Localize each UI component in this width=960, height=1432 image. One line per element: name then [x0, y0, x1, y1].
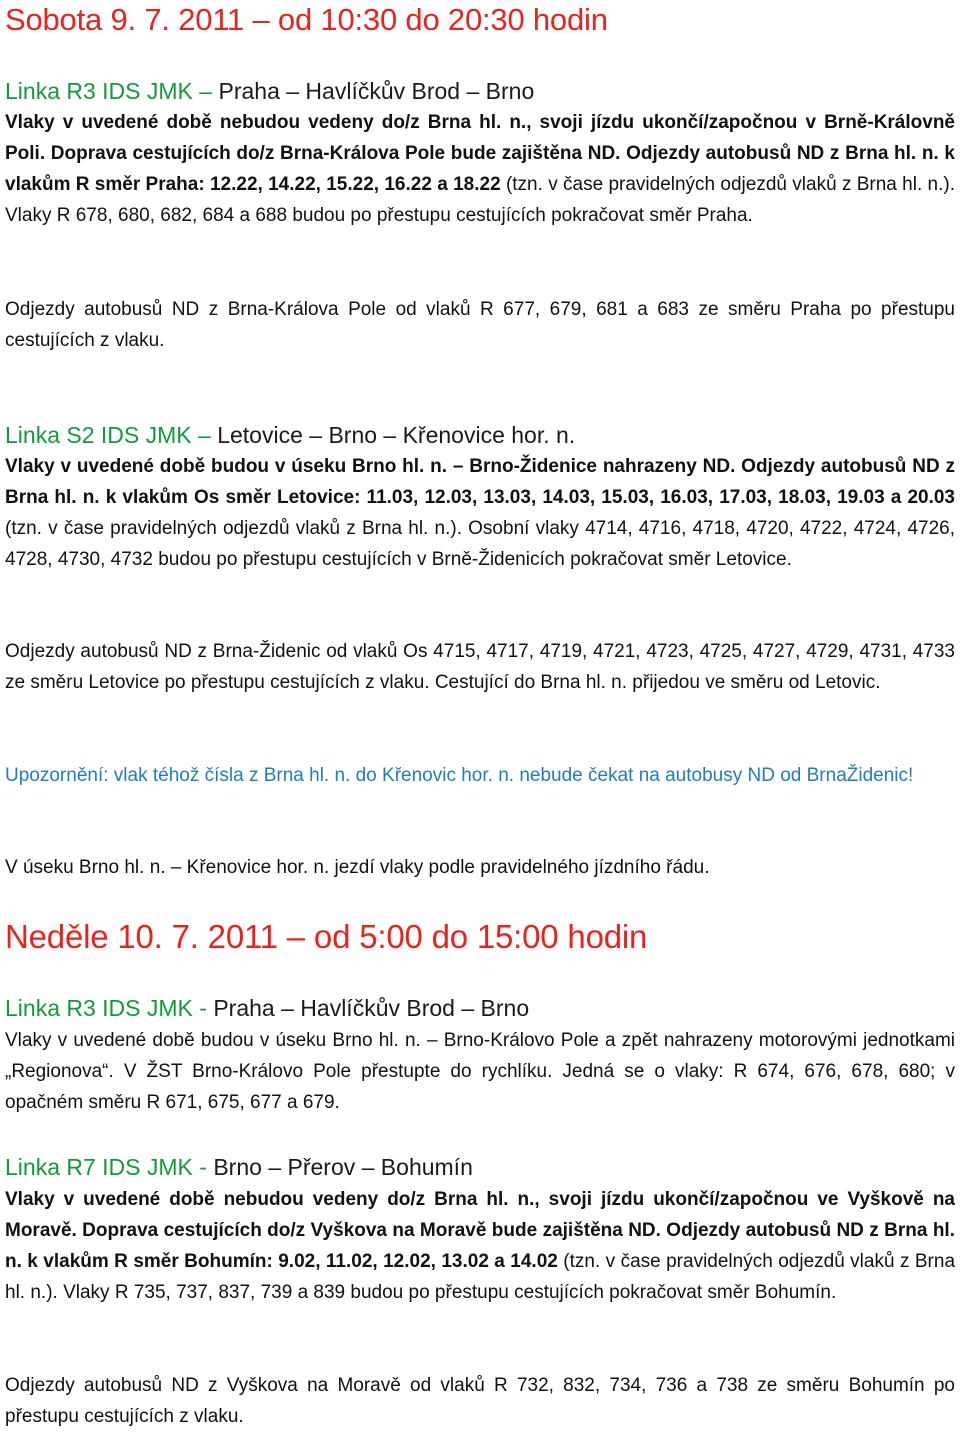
- route-label: Praha – Havlíčkův Brod – Brno: [206, 995, 530, 1021]
- normal-text: (tzn. v čase pravidelných odjezdů vlaků z Brna hl. n.). Vlaky R 678, 680, 682, 684 a 688 budou po přestupu cestujících pokračovat směr Praha.: [5, 174, 956, 226]
- sunday-heading: Neděle 10. 7. 2011 – od 5:00 do 15:00 hodin: [5, 918, 648, 955]
- route-label: Brno – Přerov – Bohumín: [206, 1154, 473, 1180]
- route-label: Letovice – Brno – Křenovice hor. n.: [210, 422, 576, 448]
- sat-s2-paragraph-2: Odjezdy autobusů ND z Brna-Židenic od vlaků Os 4715, 4717, 4719, 4721, 4723, 4725, 4727, 4729, 4731, 4733 ze směru Letovice po přestupu cestujících z vlaku. Cestující do Brna hl. n. přijedou ve směru od Letovic.: [5, 641, 955, 693]
- sat-s2-paragraph-3: V úseku Brno hl. n. – Křenovice hor. n. jezdí vlaky podle pravidelného jízdního řádu.: [5, 857, 710, 878]
- sat-r3-paragraph-1: [5, 107, 955, 231]
- sun-r3-paragraph-1: Vlaky v uvedené době budou v úseku Brno hl. n. – Brno-Královo Pole a zpět nahrazeny motorovými jednotkami „Regionova“. V ŽST Brno-Královo Pole přestupte do rychlíku. Jedná se o vlaky: R 674, 676, 678, 680; v opačném směru R 671, 675, 677 a 679.: [5, 1030, 955, 1113]
- bold-text: Vlaky v uvedené době nebudou vedeny do/z Brna hl. n., svoji jízdu ukončí/započnou ve Vyškově na Moravě. Doprava cestujících do/z Vyškova na Moravě bude zajištěna ND. Odjezdy autobusů ND z Brna hl. n. k vlakům R směr Bohumín: 9.02, 11.02, 12.02, 13.02 a 14.02: [5, 1189, 955, 1272]
- route-label: Praha – Havlíčkův Brod – Brno: [212, 78, 535, 104]
- line-label: Linka R3 IDS JMK -: [5, 995, 207, 1021]
- line-label: Linka R3 IDS JMK –: [5, 78, 213, 104]
- sun-r3-title: [5, 993, 529, 1023]
- normal-text: (tzn. v čase pravidelných odjezdů vlaků z Brna hl. n.). Vlaky R 735, 737, 837, 739 a 839 budou po přestupu cestujících pokračovat směr Bohumín.: [5, 1251, 956, 1303]
- sun-r7-title: [5, 1152, 473, 1182]
- sat-r3-title: [5, 76, 534, 106]
- bold-text: Vlaky v uvedené době nebudou vedeny do/z Brna hl. n., svoji jízdu ukončí/započnou v Brně-Královně Poli. Doprava cestujících do/z Brna-Králova Pole bude zajištěna ND. Odjezdy autobusů ND z Brna hl. n. k vlakům R směr Praha: 12.22, 14.22, 15.22, 16.22 a 18.22: [5, 112, 955, 195]
- line-label: Linka S2 IDS JMK –: [5, 422, 211, 448]
- saturday-heading: Sobota 9. 7. 2011 – od 10:30 do 20:30 hodin: [5, 2, 608, 37]
- sun-r7-paragraph-1: [5, 1184, 955, 1308]
- line-label: Linka R7 IDS JMK -: [5, 1154, 207, 1180]
- bold-text: Vlaky v uvedené době budou v úseku Brno hl. n. – Brno-Židenice nahrazeny ND. Odjezdy autobusů ND z Brna hl. n. k vlakům Os směr Letovice: 11.03, 12.03, 13.03, 14.03, 15.03, 16.03, 17.03, 18.03, 19.03 a 20.03: [5, 456, 955, 508]
- sat-s2-paragraph-1: [5, 451, 955, 575]
- normal-text: (tzn. v čase pravidelných odjezdů vlaků z Brna hl. n.). Osobní vlaky 4714, 4716, 4718, 4720, 4722, 4724, 4726, 4728, 4730, 4732 budou po přestupu cestujících v Brně-Židenicích pokračovat směr Letovice.: [5, 518, 955, 570]
- sat-s2-warning: Upozornění: vlak téhož čísla z Brna hl. n. do Křenovic hor. n. nebude čekat na autobusy ND od BrnaŽidenic!: [5, 765, 914, 786]
- sat-s2-title: [5, 420, 575, 450]
- sun-r7-paragraph-2: Odjezdy autobusů ND z Vyškova na Moravě od vlaků R 732, 832, 734, 736 a 738 ze směru Bohumín po přestupu cestujících z vlaku.: [5, 1375, 955, 1427]
- sat-r3-paragraph-2: Odjezdy autobusů ND z Brna-Králova Pole od vlaků R 677, 679, 681 a 683 ze směru Praha po přestupu cestujících z vlaku.: [5, 299, 955, 351]
